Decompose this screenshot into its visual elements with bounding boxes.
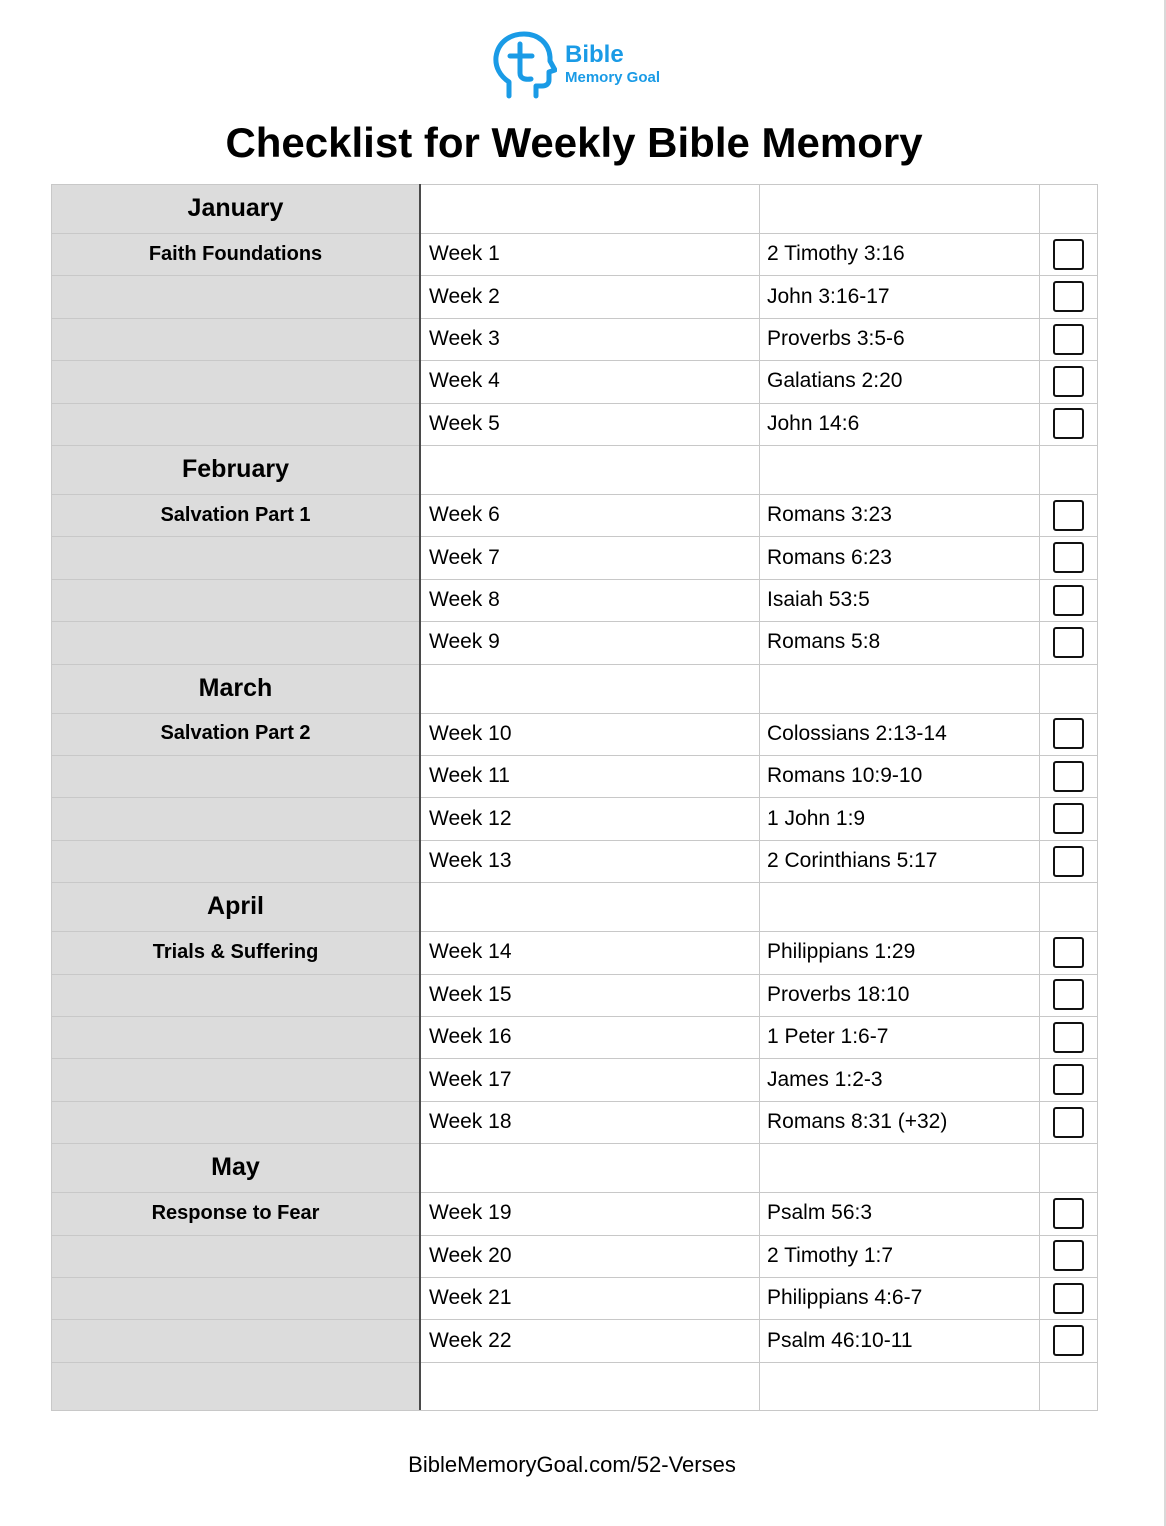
- row-divider: [51, 1410, 1098, 1411]
- week-label: Week 1: [429, 242, 500, 266]
- verse-reference: Isaiah 53:5: [767, 587, 870, 611]
- theme-label: Salvation Part 1: [160, 503, 311, 526]
- week-label: Week 5: [429, 411, 500, 435]
- week-label: Week 17: [429, 1067, 512, 1091]
- week-label: Week 20: [429, 1243, 512, 1267]
- week-label: Week 18: [429, 1109, 512, 1133]
- week-checkbox[interactable]: [1053, 542, 1084, 573]
- column-divider: [1039, 184, 1040, 1411]
- row-divider: [51, 403, 1098, 404]
- week-label: Week 2: [429, 284, 500, 308]
- week-checkbox[interactable]: [1053, 1022, 1084, 1053]
- footer-url[interactable]: BibleMemoryGoal.com/52-Verses: [408, 1452, 736, 1477]
- row-divider: [51, 1016, 1098, 1017]
- verse-reference: 2 Timothy 3:16: [767, 242, 905, 266]
- column-divider: [759, 184, 760, 1411]
- theme-label: Response to Fear: [151, 1201, 320, 1224]
- bible-memory-goal-logo: [493, 30, 693, 100]
- month-label: May: [211, 1153, 260, 1182]
- week-checkbox[interactable]: [1053, 366, 1084, 397]
- row-divider: [51, 755, 1098, 756]
- verse-reference: Romans 6:23: [767, 545, 892, 569]
- week-checkbox[interactable]: [1053, 627, 1084, 658]
- week-label: Week 13: [429, 848, 512, 872]
- verse-reference: Psalm 46:10-11: [767, 1328, 913, 1352]
- head-cross-icon: [493, 30, 557, 100]
- row-divider: [51, 536, 1098, 537]
- verse-reference: Romans 5:8: [767, 630, 881, 654]
- row-divider: [51, 840, 1098, 841]
- week-checkbox[interactable]: [1053, 500, 1084, 531]
- week-label: Week 6: [429, 503, 500, 527]
- row-divider: [51, 360, 1098, 361]
- checklist-table: [51, 184, 1098, 1410]
- verse-reference: John 3:16-17: [767, 284, 890, 308]
- row-divider: [51, 1235, 1098, 1236]
- week-label: Week 4: [429, 369, 500, 393]
- week-label: Week 14: [429, 940, 512, 964]
- month-label: January: [187, 194, 284, 222]
- week-checkbox[interactable]: [1053, 761, 1084, 792]
- verse-reference: Philippians 1:29: [767, 940, 916, 964]
- week-checkbox[interactable]: [1053, 979, 1084, 1010]
- week-checkbox[interactable]: [1053, 937, 1084, 968]
- verse-reference: 1 John 1:9: [767, 806, 866, 830]
- week-checkbox[interactable]: [1053, 408, 1084, 439]
- table-right-border: [1097, 184, 1098, 1411]
- week-checkbox[interactable]: [1053, 846, 1084, 877]
- week-label: Week 16: [429, 1025, 512, 1049]
- table-left-border: [51, 184, 52, 1411]
- row-divider: [51, 318, 1098, 319]
- week-checkbox[interactable]: [1053, 803, 1084, 834]
- page-title: Checklist for Weekly Bible Memory: [225, 119, 923, 166]
- logo-text-bible: Bible: [565, 41, 624, 68]
- week-checkbox[interactable]: [1053, 1107, 1084, 1138]
- row-divider: [51, 974, 1098, 975]
- week-checkbox[interactable]: [1053, 324, 1084, 355]
- verse-reference: 1 Peter 1:6-7: [767, 1025, 889, 1049]
- week-checkbox[interactable]: [1053, 1064, 1084, 1095]
- verse-reference: James 1:2-3: [767, 1067, 883, 1091]
- row-divider: [51, 1058, 1098, 1059]
- theme-label: Salvation Part 2: [160, 722, 311, 745]
- row-divider: [51, 275, 1098, 276]
- month-label: February: [182, 455, 289, 483]
- verse-reference: Romans 10:9-10: [767, 764, 923, 788]
- month-label: March: [198, 673, 273, 702]
- row-divider: [51, 1319, 1098, 1320]
- verse-reference: Psalm 56:3: [767, 1201, 873, 1225]
- week-label: Week 8: [429, 587, 500, 611]
- verse-reference: Philippians 4:6-7: [767, 1286, 923, 1310]
- verse-reference: Colossians 2:13-14: [767, 721, 947, 745]
- verse-reference: Galatians 2:20: [767, 369, 903, 393]
- row-divider: [51, 579, 1098, 580]
- week-checkbox[interactable]: [1053, 1240, 1084, 1271]
- week-checkbox[interactable]: [1053, 585, 1084, 616]
- row-divider: [51, 797, 1098, 798]
- theme-label: Trials & Suffering: [152, 940, 319, 963]
- verse-reference: Romans 8:31 (+32): [767, 1109, 948, 1133]
- week-checkbox[interactable]: [1053, 1325, 1084, 1356]
- logo-text-memory-goal: Memory Goal: [565, 69, 661, 86]
- month-label: April: [207, 892, 264, 921]
- verse-reference: Proverbs 18:10: [767, 982, 910, 1006]
- week-label: Week 3: [429, 326, 500, 350]
- week-label: Week 22: [429, 1328, 512, 1352]
- verse-reference: John 14:6: [767, 411, 860, 435]
- verse-reference: Proverbs 3:5-6: [767, 326, 905, 350]
- week-checkbox[interactable]: [1053, 239, 1084, 270]
- row-divider: [51, 1362, 1098, 1363]
- week-checkbox[interactable]: [1053, 1283, 1084, 1314]
- week-label: Week 15: [429, 982, 512, 1006]
- verse-reference: Romans 3:23: [767, 503, 892, 527]
- week-checkbox[interactable]: [1053, 718, 1084, 749]
- week-label: Week 11: [429, 764, 510, 788]
- verse-reference: 2 Corinthians 5:17: [767, 848, 938, 872]
- row-divider: [51, 621, 1098, 622]
- week-label: Week 21: [429, 1286, 512, 1310]
- month-column-divider: [419, 184, 421, 1410]
- week-label: Week 12: [429, 806, 512, 830]
- verse-reference: 2 Timothy 1:7: [767, 1243, 894, 1267]
- theme-label: Faith Foundations: [148, 242, 323, 265]
- week-label: Week 10: [429, 721, 512, 745]
- week-label: Week 9: [429, 630, 500, 654]
- week-checkbox[interactable]: [1053, 281, 1084, 312]
- row-divider: [51, 1277, 1098, 1278]
- week-label: Week 7: [429, 545, 500, 569]
- week-checkbox[interactable]: [1053, 1198, 1084, 1229]
- week-label: Week 19: [429, 1201, 512, 1225]
